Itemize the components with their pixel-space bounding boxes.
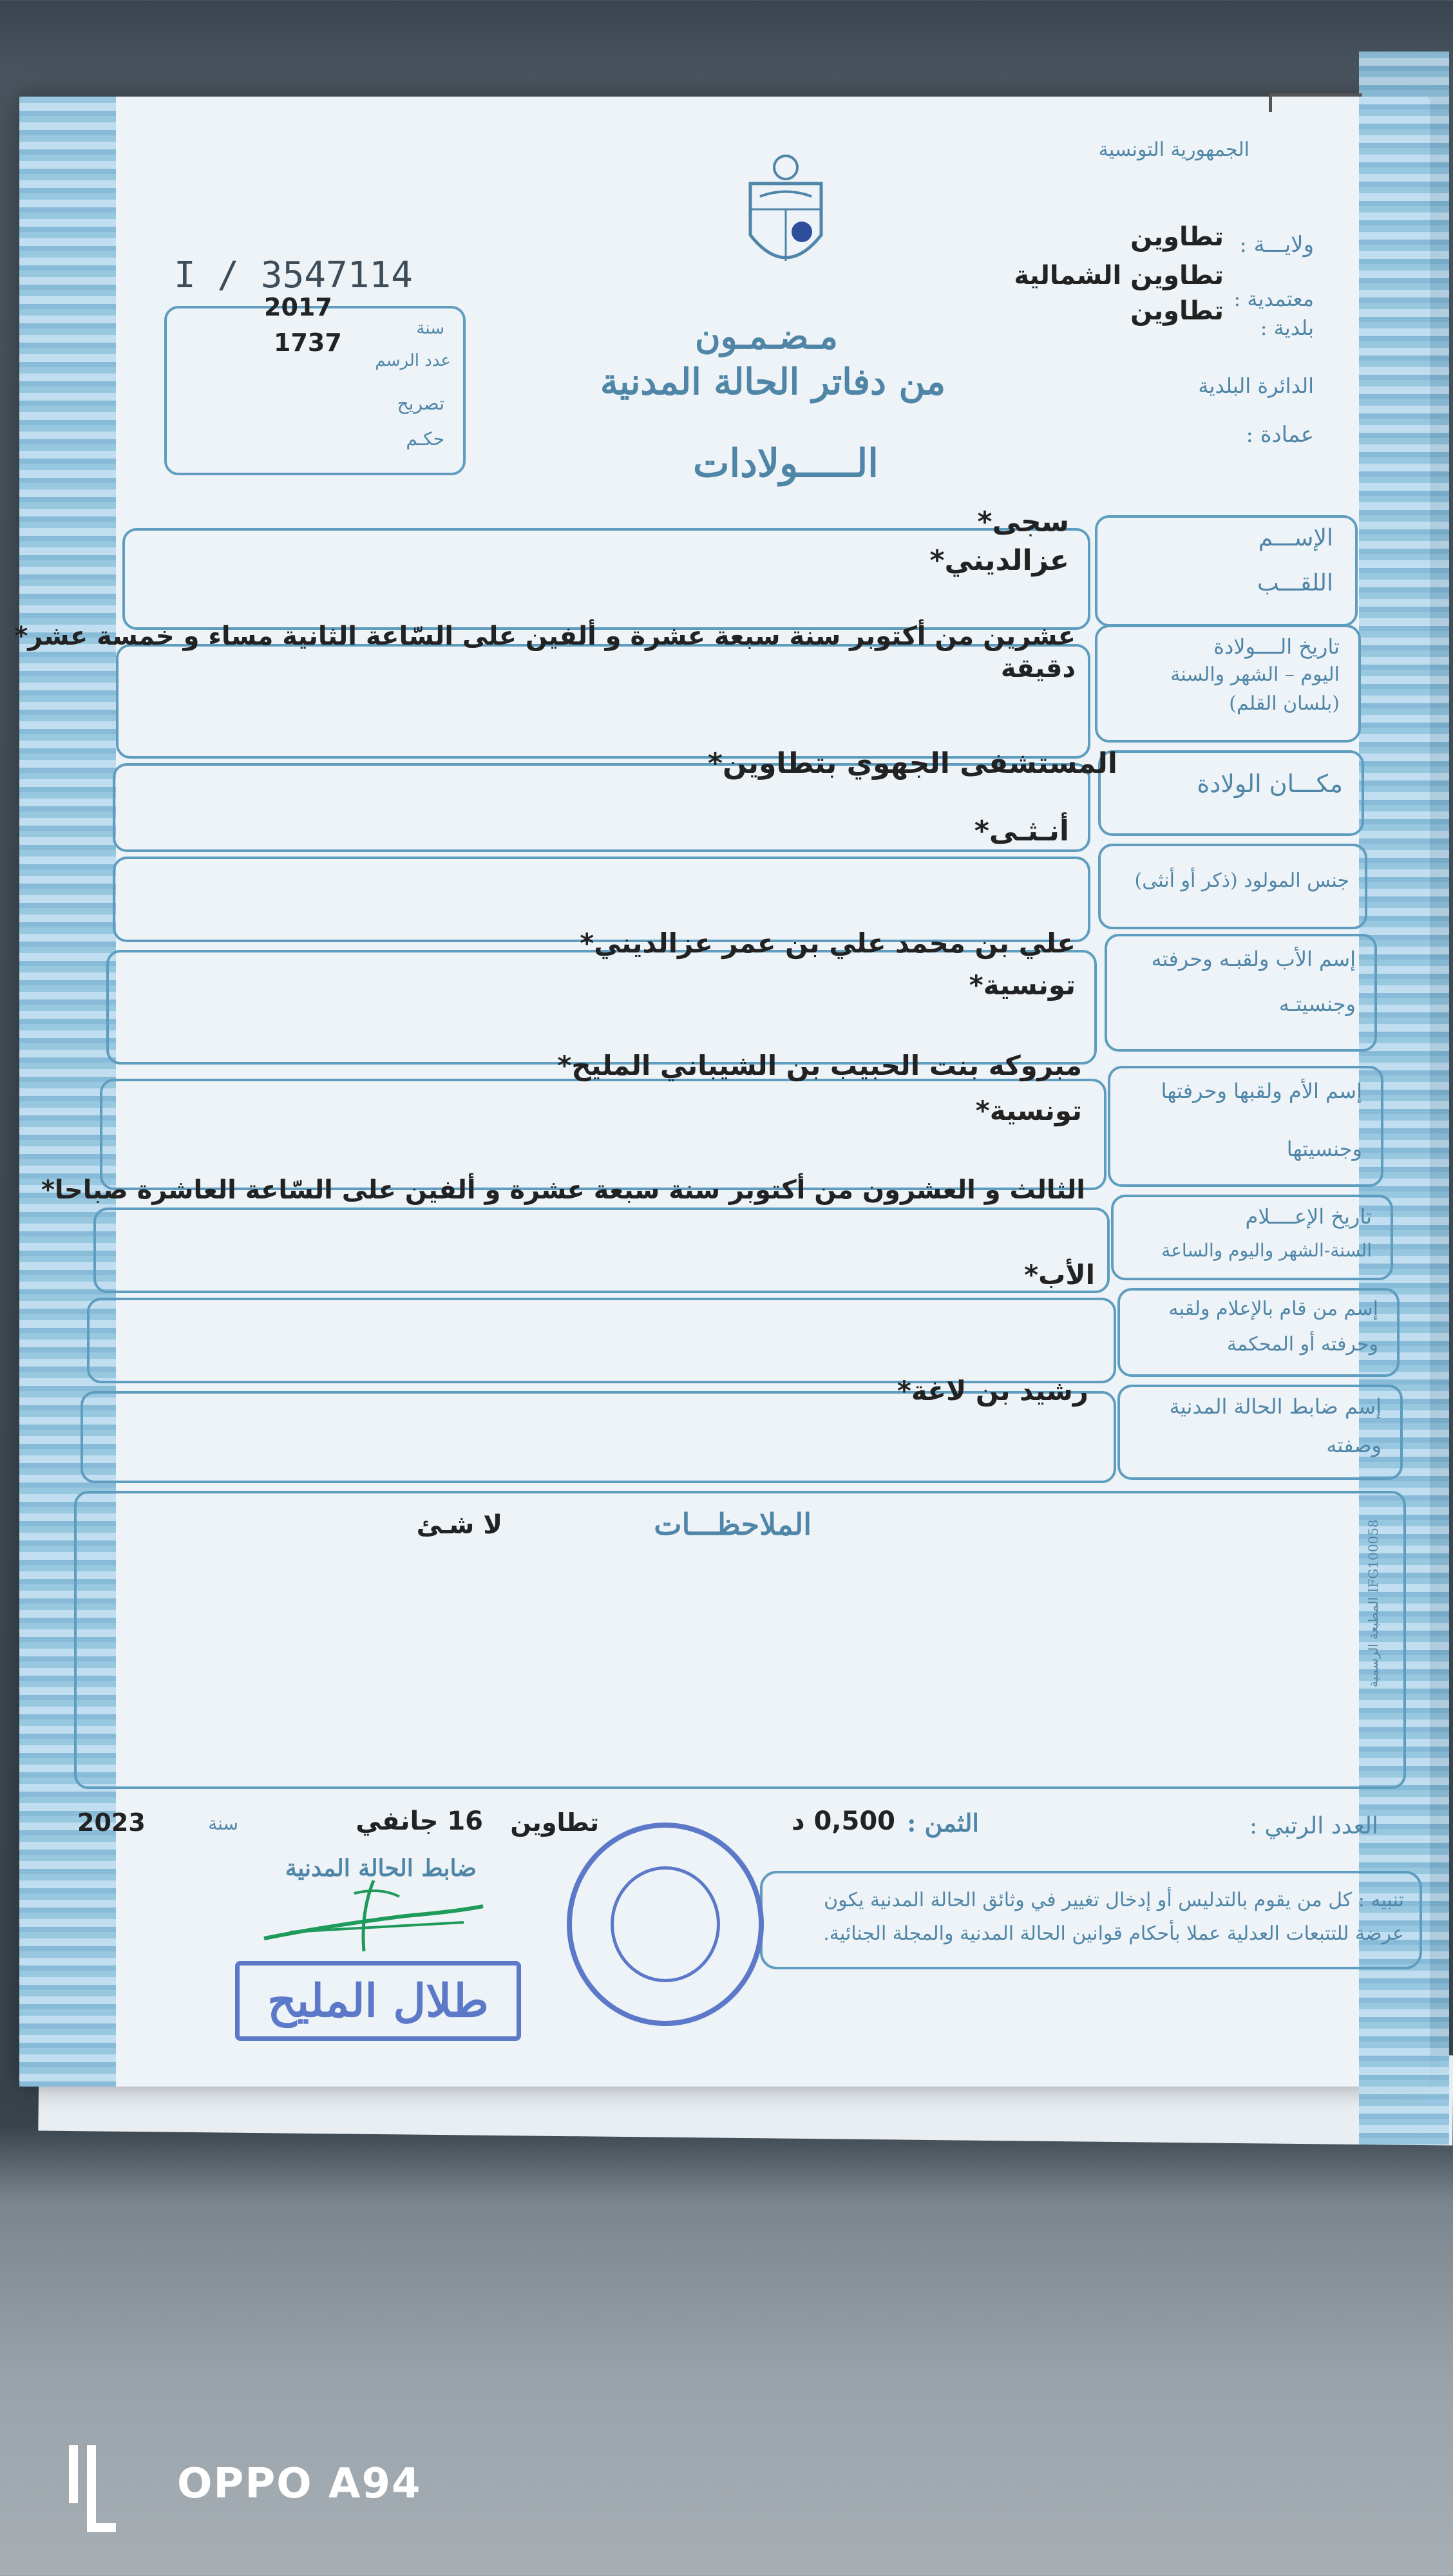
republic-label: الجمهورية التونسية [1098,138,1249,161]
remarks-value: لا شـئ [416,1510,502,1540]
label-declaration-date: تاريخ الإعــــلام [1245,1204,1372,1229]
label-birth-place: مكـــان الولادة [1197,770,1343,798]
baladia-value: تطاوين [1130,296,1224,326]
label-mother: إسم الأم ولقبها وحرفتها [1161,1079,1362,1103]
title-line1: مـضـمـون [695,316,838,357]
printer-side-label: المطبعة الرسمية IFG100058 [1365,1519,1381,1687]
label-declarant-sub: وحرفته أو المحكمة [1226,1333,1378,1356]
official-round-stamp [567,1823,764,2026]
value-declarant: الأب* [1024,1259,1095,1291]
label-father: إسم الأب ولقبـه وحرفته [1151,947,1356,971]
label-sex: جنس المولود (ذكر أو أنثى) [1134,869,1349,892]
camera-logo-icon [68,2444,119,2534]
value-box-declarant [87,1298,1116,1383]
registry-judgment-label: حكـم [406,428,444,450]
label-declaration-date-sub: السنة-الشهر واليوم والساعة [1161,1240,1372,1261]
value-first-name: سجى* [977,506,1069,538]
title-births: الـــــولادات [693,441,878,486]
value-officer: رشيد بن لاغة* [897,1375,1088,1406]
officer-name-stamp: طلال المليح [235,1961,521,2041]
footer-place: تطاوين [510,1808,599,1837]
wilaya-label: ولايـــة : [1239,232,1314,258]
value-birth-date: عشرين من أكتوبر سنة سبعة عشرة و ألفين على السّاعة الثانية مساء و خمسة عشر* [14,621,1076,651]
remarks-label: الملاحظـــات [654,1507,812,1542]
value-sex: أنـثـى* [974,815,1069,848]
footer-year: 2023 [77,1808,146,1837]
title-line2: من دفاتر الحالة المدنية [600,361,946,403]
value-father-nationality: تونسية* [969,969,1076,1001]
value-declaration-date: الثالث و العشرون من أكتوبر سنة سبعة عشرة و ألفين على السّاعة العاشرة صباحا* [41,1175,1085,1205]
wilaya-value: تطاوين [1130,222,1224,252]
label-birth-date-pen: (بلسان القلم) [1229,692,1340,715]
mutamadia-label: معتمدية : [1233,287,1314,311]
label-birth-date: تاريخ الــــولادة [1213,634,1340,659]
value-birth-place: المستشفى الجهوي بتطاوين* [707,747,1117,780]
coat-of-arms-icon [741,151,831,280]
value-box-father [106,950,1097,1065]
notice-text: تنبيه : كل من يقوم بالتدليس أو إدخال تغيير في وثائق الحالة المدنية يكون عرضة للتتبعات العدلية عملا بأحكام قوانين الحالة المدنية والمجلة الجنائية. [823,1889,1404,1945]
label-declarant: إسم من قام بالإعلام ولقبه [1168,1298,1378,1320]
price-value: 0,500 د [792,1806,895,1836]
baladia-label: بلدية : [1260,316,1314,340]
label-officer-sub: وصفته [1326,1433,1382,1457]
registry-year-label: سنة [416,319,444,338]
value-mother-nationality: تونسية* [975,1095,1082,1126]
registry-year-value: 2017 [264,293,332,321]
footer-year-label: سنة [208,1813,238,1834]
value-box-name [122,528,1090,630]
price-label: الثمن : [907,1808,979,1837]
camera-watermark: OPPO A94 [177,2460,422,2508]
serial-number: I / 3547114 [174,254,413,296]
officer-label: ضابط الحالة المدنية [285,1855,477,1882]
municipal-circle-label: الدائرة البلدية [1198,374,1314,398]
registry-record-value: 1737 [274,328,342,357]
mutamadia-value: تطاوين الشمالية [1014,261,1224,290]
imada-label: عمادة : [1246,422,1314,448]
serial-label: العدد الرتبي : [1249,1813,1378,1839]
value-birth-date-cont: دقيقة [1000,654,1076,683]
registry-record-label: عدد الرسم [375,351,451,370]
signature-image [251,1868,496,1958]
value-father: علي بن محمد علي بن عمر عزالديني* [580,927,1076,959]
label-first-name: الإســـم [1258,525,1333,551]
label-father-nationality: وجنسيتـه [1278,992,1356,1016]
label-officer: إسم ضابط الحالة المدنية [1169,1394,1382,1419]
paper-clip [1269,93,1362,112]
label-mother-nationality: وجنسيتها [1286,1137,1362,1161]
value-mother: مبروكه بنت الحبيب بن الشيباني المليح* [557,1050,1082,1081]
value-last-name: عزالديني* [929,544,1069,577]
registry-declaration-label: تصريح [397,393,444,414]
footer-date: 16 جانفي [356,1806,483,1836]
label-birth-date-sub: اليوم – الشهر والسنة [1170,663,1340,686]
label-last-name: اللقـــب [1257,570,1333,596]
